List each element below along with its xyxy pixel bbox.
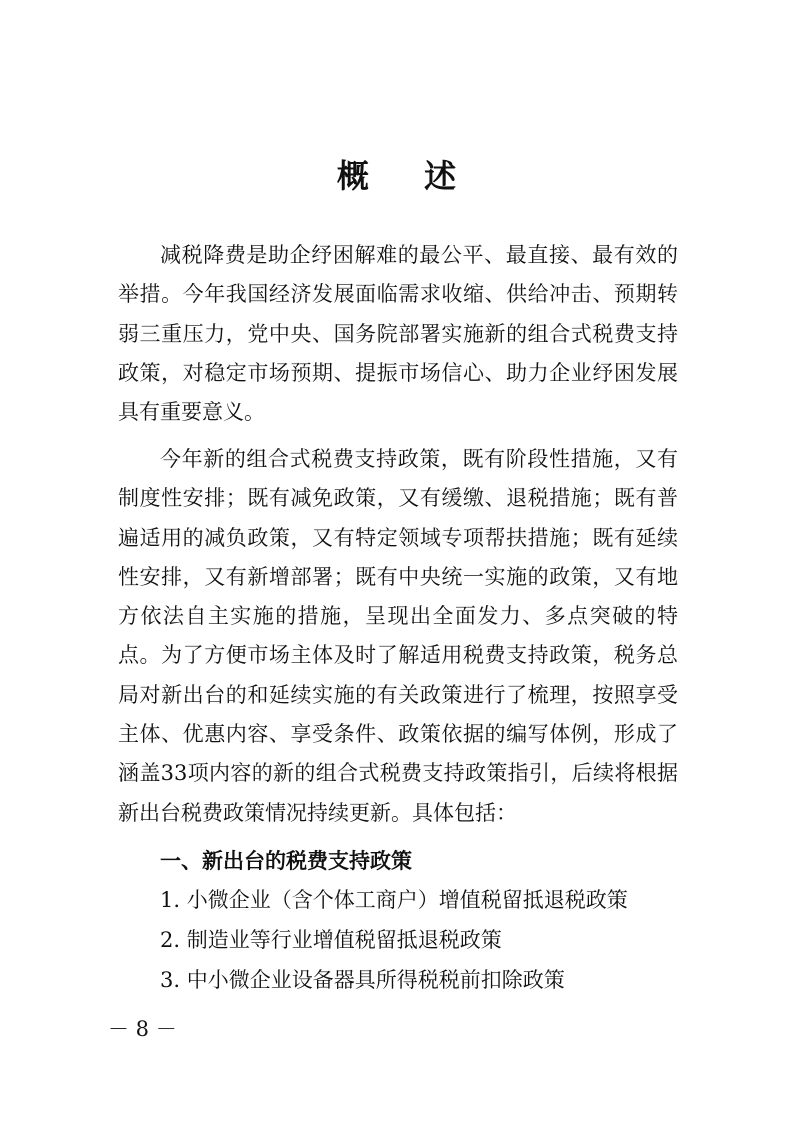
paragraph-intro: 减税降费是助企纾困解难的最公平、最直接、最有效的举措。今年我国经济发展面临需求收缩、供给冲击、预期转弱三重压力，党中央、国务院部署实施新的组合式税费支持政策，对稳定市场预期、提振市场信心、助力企业纾困发展具有重要意义。: [118, 243, 678, 425]
list-item: 3. 中小微企业设备器具所得税税前扣除政策: [160, 968, 565, 992]
page-number: － 8 －: [108, 1017, 177, 1041]
paragraph-policy-overview: 今年新的组合式税费支持政策，既有阶段性措施，又有制度性安排；既有减免政策，又有缓缴、退税措施；既有普遍适用的减负政策，又有特定领域专项帮扶措施；既有延续性安排，又有新增部署；既有中央统一实施的政策，又有地方依法自主实施的措施，呈现出全面发力、多点突破的特点。为了方便市场主体及时了解适用税费支持政策，税务总局对新出台的和延续实施的有关政策进行了梳理，按照享受主体、优惠内容、享受条件、政策依据的编写体例，形成了涵盖33项内容的新的组合式税费支持政策指引，后续将根据新出台税费政策情况持续更新。具体包括：: [118, 447, 678, 825]
list-item: 2. 制造业等行业增值税留抵退税政策: [160, 928, 502, 952]
list-item: 1. 小微企业（含个体工商户）增值税留抵退税政策: [160, 888, 628, 912]
section-heading: 一、新出台的税费支持政策: [160, 849, 412, 873]
page-title: 概 述: [336, 157, 479, 195]
